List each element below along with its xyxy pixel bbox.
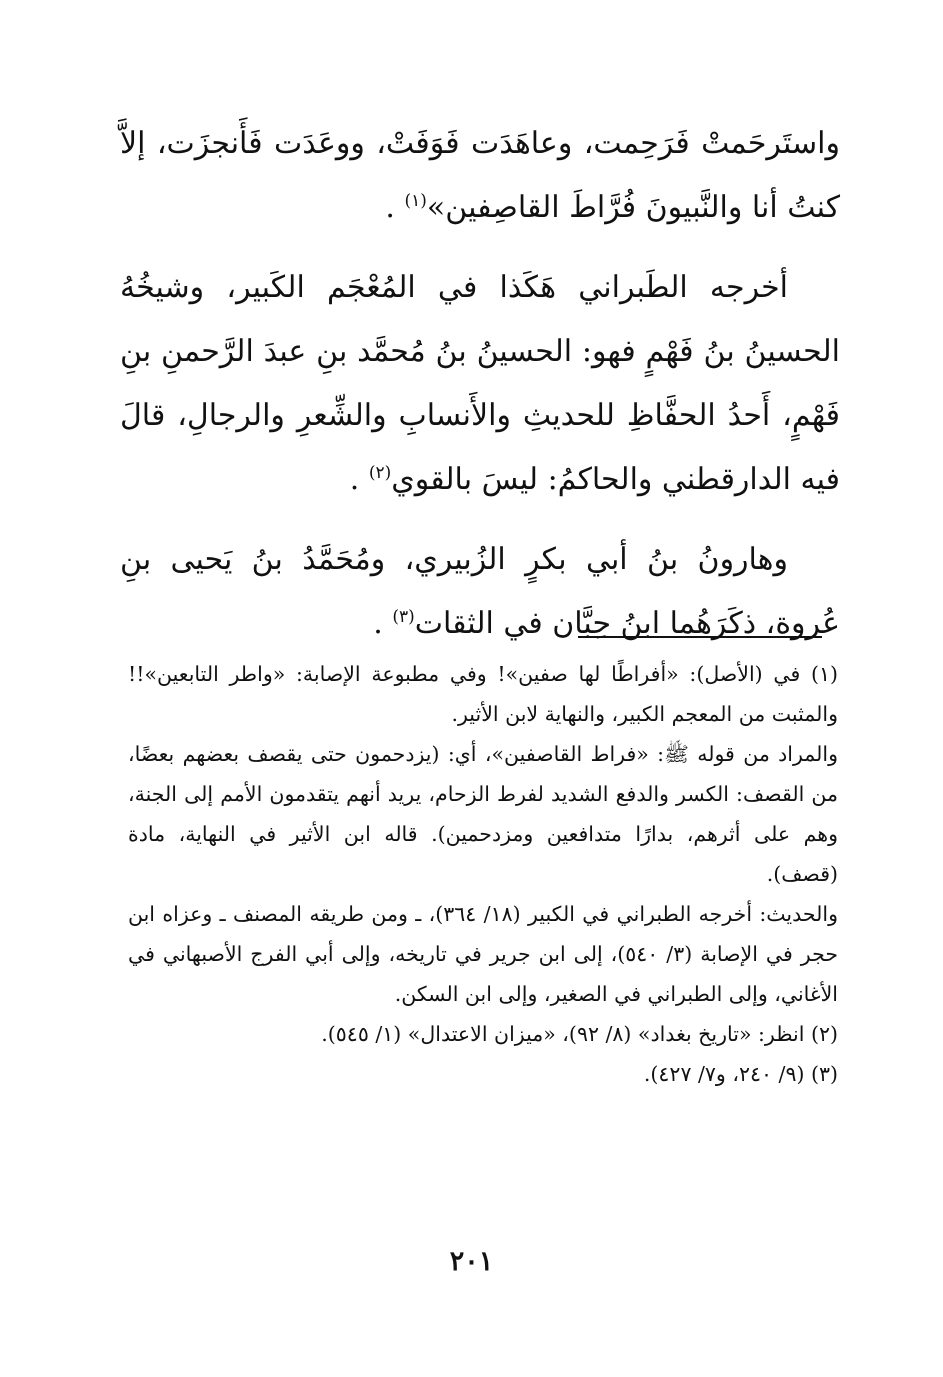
footnote-3: (٣) (٩/ ٢٤٠، و٧/ ٤٢٧). [643, 1062, 838, 1086]
footnote-1-a: (١) في (الأصل): «أفراطًا لها صفين»! وفي مطبوعة الإصابة: «واطر التابعين»!! والمثبت من المعجم الكبير، والنهاية لابن الأثير. [128, 662, 838, 726]
main-text [120, 112, 840, 656]
paragraph-3-text: وهارونُ بنُ أبي بكرٍ الزُبيري، ومُحَمَّدُ بنُ يَحيى بنِ عُروة، ذكَرَهُما ابنُ حِبَّان في الثقات [120, 542, 840, 641]
paragraph-1-end: . [385, 190, 395, 225]
paragraph-1-text: واستَرحَمتْ فَرَحِمت، وعاهَدَت فَوَفَتْ، ووعَدَت فَأَنجزَت، إلاَّ كنتُ أنا والنَّبيونَ فُرَّاطَ القاصِفين» [120, 126, 840, 225]
footnote-1-b: والمراد من قوله ﷺ: «فراط القاصفين»، أي: (يزدحمون حتى يقصف بعضهم بعضًا، من القصف: الكسر والدفع الشديد لفرط الزحام، يريد أنهم يتقدمون الأمم إلى الجنة، وهم على أثرهم، بدارًا متدافعين ومزدحمين). قاله ابن الأثير في النهاية، مادة (قصف). [128, 742, 838, 886]
footnote-ref-3: (٣) [392, 607, 415, 627]
paragraph-3-end: . [373, 606, 383, 641]
footnote-ref-1: (١) [404, 191, 427, 211]
paragraph-2 [120, 256, 840, 512]
paragraph-2-text: أخرجه الطَبراني هَكَذا في المُعْجَم الكَبير، وشيخُهُ الحسينُ بنُ فَهْمٍ فهو: الحسينُ بنُ مُحمَّد بنِ عبدَ الرَّحمنِ بنِ فَهْمٍ، أَحدُ الحفَّاظِ للحديثِ والأَنسابِ والشِّعرِ والرجالِ، قالَ فيه الدارقطني والحاكمُ: ليسَ بالقوي [120, 270, 840, 497]
footnote-ref-2: (٢) [368, 463, 392, 483]
footnote-1-c: والحديث: أخرجه الطبراني في الكبير (١٨/ ٣٦٤)، ـ ومن طريقه المصنف ـ وعزاه ابن حجر في الإصابة (٣/ ٥٤٠)، إلى ابن جرير في تاريخه، وإلى أبي الفرج الأصبهاني في الأغاني، وإلى الطبراني في الصغير، وإلى ابن السكن. [128, 902, 838, 1006]
footnote-2: (٢) انظر: «تاريخ بغداد» (٨/ ٩٢)، «ميزان الاعتدال» (١/ ٥٤٥). [321, 1022, 838, 1046]
paragraph-2-end: . [349, 462, 360, 497]
footnotes [128, 654, 838, 1094]
page-number: ٢٠١ [449, 1246, 494, 1277]
footnote-separator [578, 636, 822, 638]
paragraph-1 [120, 112, 840, 240]
